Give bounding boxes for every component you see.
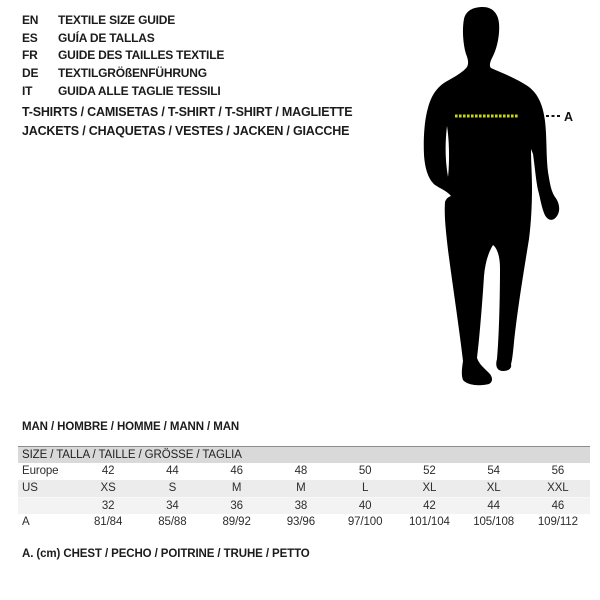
size-cell: 89/92 [222,516,251,528]
measurement-label-a: A [564,110,574,124]
size-cell: 42 [423,500,436,512]
language-label: GUÍA DE TALLAS [58,30,155,45]
measurement-footnote: A. (cm) CHEST / PECHO / POITRINE / TRUHE / PETTO [22,548,310,560]
language-label: GUIDE DES TAILLES TEXTILE [58,48,225,63]
size-cell: 40 [358,500,372,512]
size-cell: 105/108 [473,516,515,528]
language-row-it [22,82,224,100]
category-heading [22,103,352,140]
language-code: FR [22,48,38,63]
size-cell: 48 [294,465,308,477]
man-silhouette [424,7,559,385]
size-cell: 38 [294,500,308,512]
language-code: IT [22,84,33,99]
size-cell: 46 [551,500,565,512]
size-cell: XL [422,482,437,494]
size-cell: 42 [101,465,115,477]
language-code: EN [22,12,39,27]
table-row-europe [18,463,590,480]
category-line-tshirts: T-SHIRTS / CAMISETAS / T-SHIRT / T-SHIRT / MAGLIETTE [22,105,353,119]
language-label: TEXTILE SIZE GUIDE [58,12,176,27]
size-cell: L [361,482,369,494]
language-row-de [22,64,224,82]
size-cell: 101/104 [408,516,450,528]
size-cell: 34 [166,500,179,512]
size-table-header: SIZE / TALLA / TAILLE / GRÖSSE / TAGLIA [18,447,590,463]
row-label: Europe [22,465,59,477]
size-cell: M [296,482,306,494]
size-cell: 85/88 [158,516,187,528]
size-cell: 46 [230,465,243,477]
category-line-jackets: JACKETS / CHAQUETAS / VESTES / JACKEN / GIACCHE [22,123,350,138]
size-cell: XS [100,482,116,494]
size-cell: 32 [101,500,115,512]
table-row-chest-cm [18,514,590,531]
language-row-en [22,11,224,29]
size-cell: 81/84 [93,516,123,528]
language-label: TEXTILGRÖßENFÜHRUNG [58,66,207,81]
row-label: US [22,482,38,494]
language-list [22,11,224,100]
size-cell: M [231,482,242,494]
man-silhouette-figure [405,0,600,400]
table-row-numeric [18,497,590,514]
language-label: GUIDA ALLE TAGLIE TESSILI [58,84,221,99]
size-cell: 50 [358,465,372,477]
size-cell: XXL [547,482,569,494]
size-cell: 56 [551,465,565,477]
size-cell: XL [486,482,501,494]
row-label: A [22,516,30,528]
table-row-us [18,480,590,497]
size-cell: 93/96 [286,516,316,528]
size-table [18,446,590,531]
size-cell: S [168,482,177,494]
language-row-es [22,29,224,47]
size-cell: 44 [487,500,500,512]
language-code: DE [22,66,39,81]
size-cell: 97/100 [347,516,383,528]
size-cell: 109/112 [537,516,578,528]
size-cell: 44 [166,465,179,477]
language-row-fr [22,47,224,65]
section-title: MAN / HOMBRE / HOMME / MANN / MAN [22,421,240,433]
size-cell: 54 [487,465,500,477]
size-cell: 52 [423,465,436,477]
size-cell: 36 [230,500,243,512]
row-label [18,498,76,514]
language-code: ES [22,30,38,45]
